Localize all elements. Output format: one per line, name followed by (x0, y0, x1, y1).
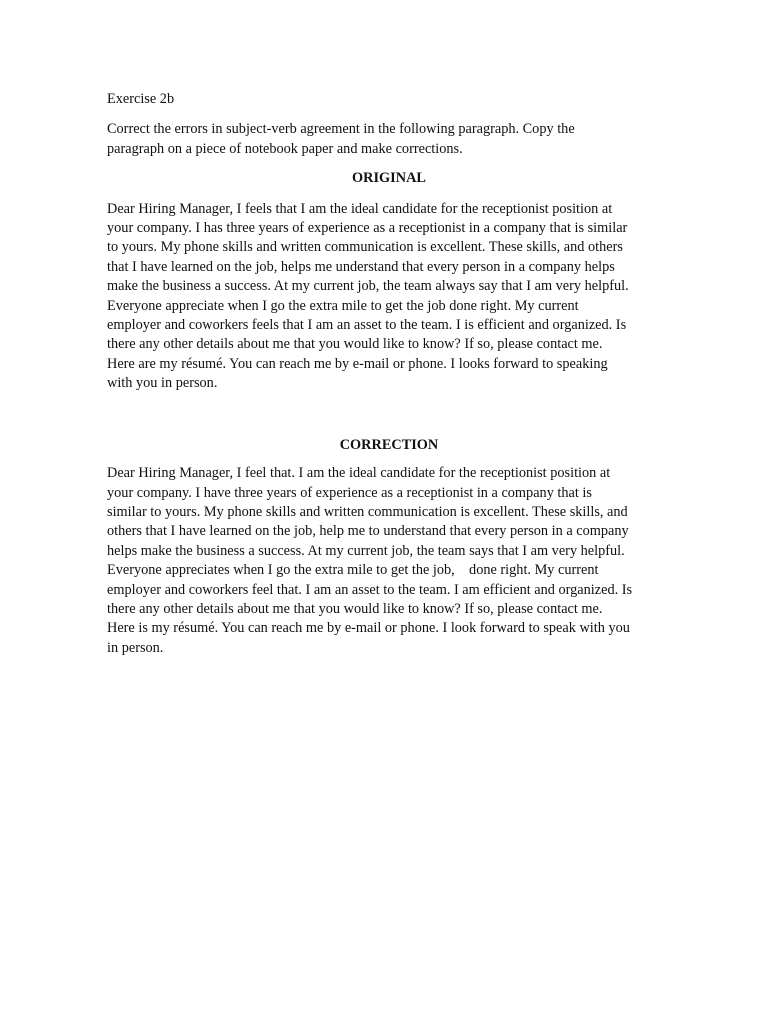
correction-line: similar to yours. My phone skills and written communication is excellent. These skills, and (107, 503, 628, 520)
correction-heading: CORRECTION (339, 436, 439, 453)
correction-line: helps make the business a success. At my current job, the team says that I am very helpful. (107, 542, 625, 559)
correction-line: others that I have learned on the job, help me to understand that every person in a company (107, 523, 629, 540)
instructions-paragraph (107, 120, 663, 159)
original-line: that I have learned on the job, helps me understand that every person in a company helps (107, 258, 615, 275)
original-line: there any other details about me that you would like to know? If so, please contact me. (107, 336, 603, 353)
instructions-line: Correct the errors in subject-verb agreement in the following paragraph. Copy the (107, 121, 575, 138)
correction-line: Everyone appreciates when I go the extra mile to get the job, done right. My current (107, 562, 599, 579)
correction-line: Dear Hiring Manager, I feel that. I am the ideal candidate for the receptionist position at (107, 465, 611, 482)
original-line: make the business a success. At my current job, the team always say that I am very helpful. (107, 278, 629, 295)
correction-line: your company. I have three years of experience as a receptionist in a company that is (107, 484, 592, 501)
correction-paragraph (107, 464, 663, 658)
correction-line: there any other details about me that you would like to know? If so, please contact me. (107, 600, 603, 617)
original-line: your company. I has three years of experience as a receptionist in a company that is similar (107, 220, 628, 237)
original-line: Everyone appreciate when I go the extra mile to get the job done right. My current (107, 297, 579, 314)
original-heading: ORIGINAL (352, 170, 426, 187)
original-line: with you in person. (107, 375, 218, 392)
exercise-title: Exercise 2b (107, 91, 175, 107)
correction-line: employer and coworkers feel that. I am an asset to the team. I am efficient and organized. Is (107, 581, 633, 598)
document-page (107, 90, 663, 658)
original-line: employer and coworkers feels that I am an asset to the team. I is efficient and organized. Is (107, 317, 627, 334)
original-line: Here are my résumé. You can reach me by e-mail or phone. I looks forward to speaking (107, 355, 608, 372)
correction-line: in person. (107, 639, 164, 656)
instructions-line: paragraph on a piece of notebook paper and make corrections. (107, 140, 463, 157)
original-line: Dear Hiring Manager, I feels that I am the ideal candidate for the receptionist position at (107, 200, 613, 217)
original-line: to yours. My phone skills and written communication is excellent. These skills, and others (107, 239, 623, 256)
original-paragraph (107, 200, 663, 394)
correction-line: Here is my résumé. You can reach me by e-mail or phone. I look forward to speak with you (107, 620, 630, 637)
